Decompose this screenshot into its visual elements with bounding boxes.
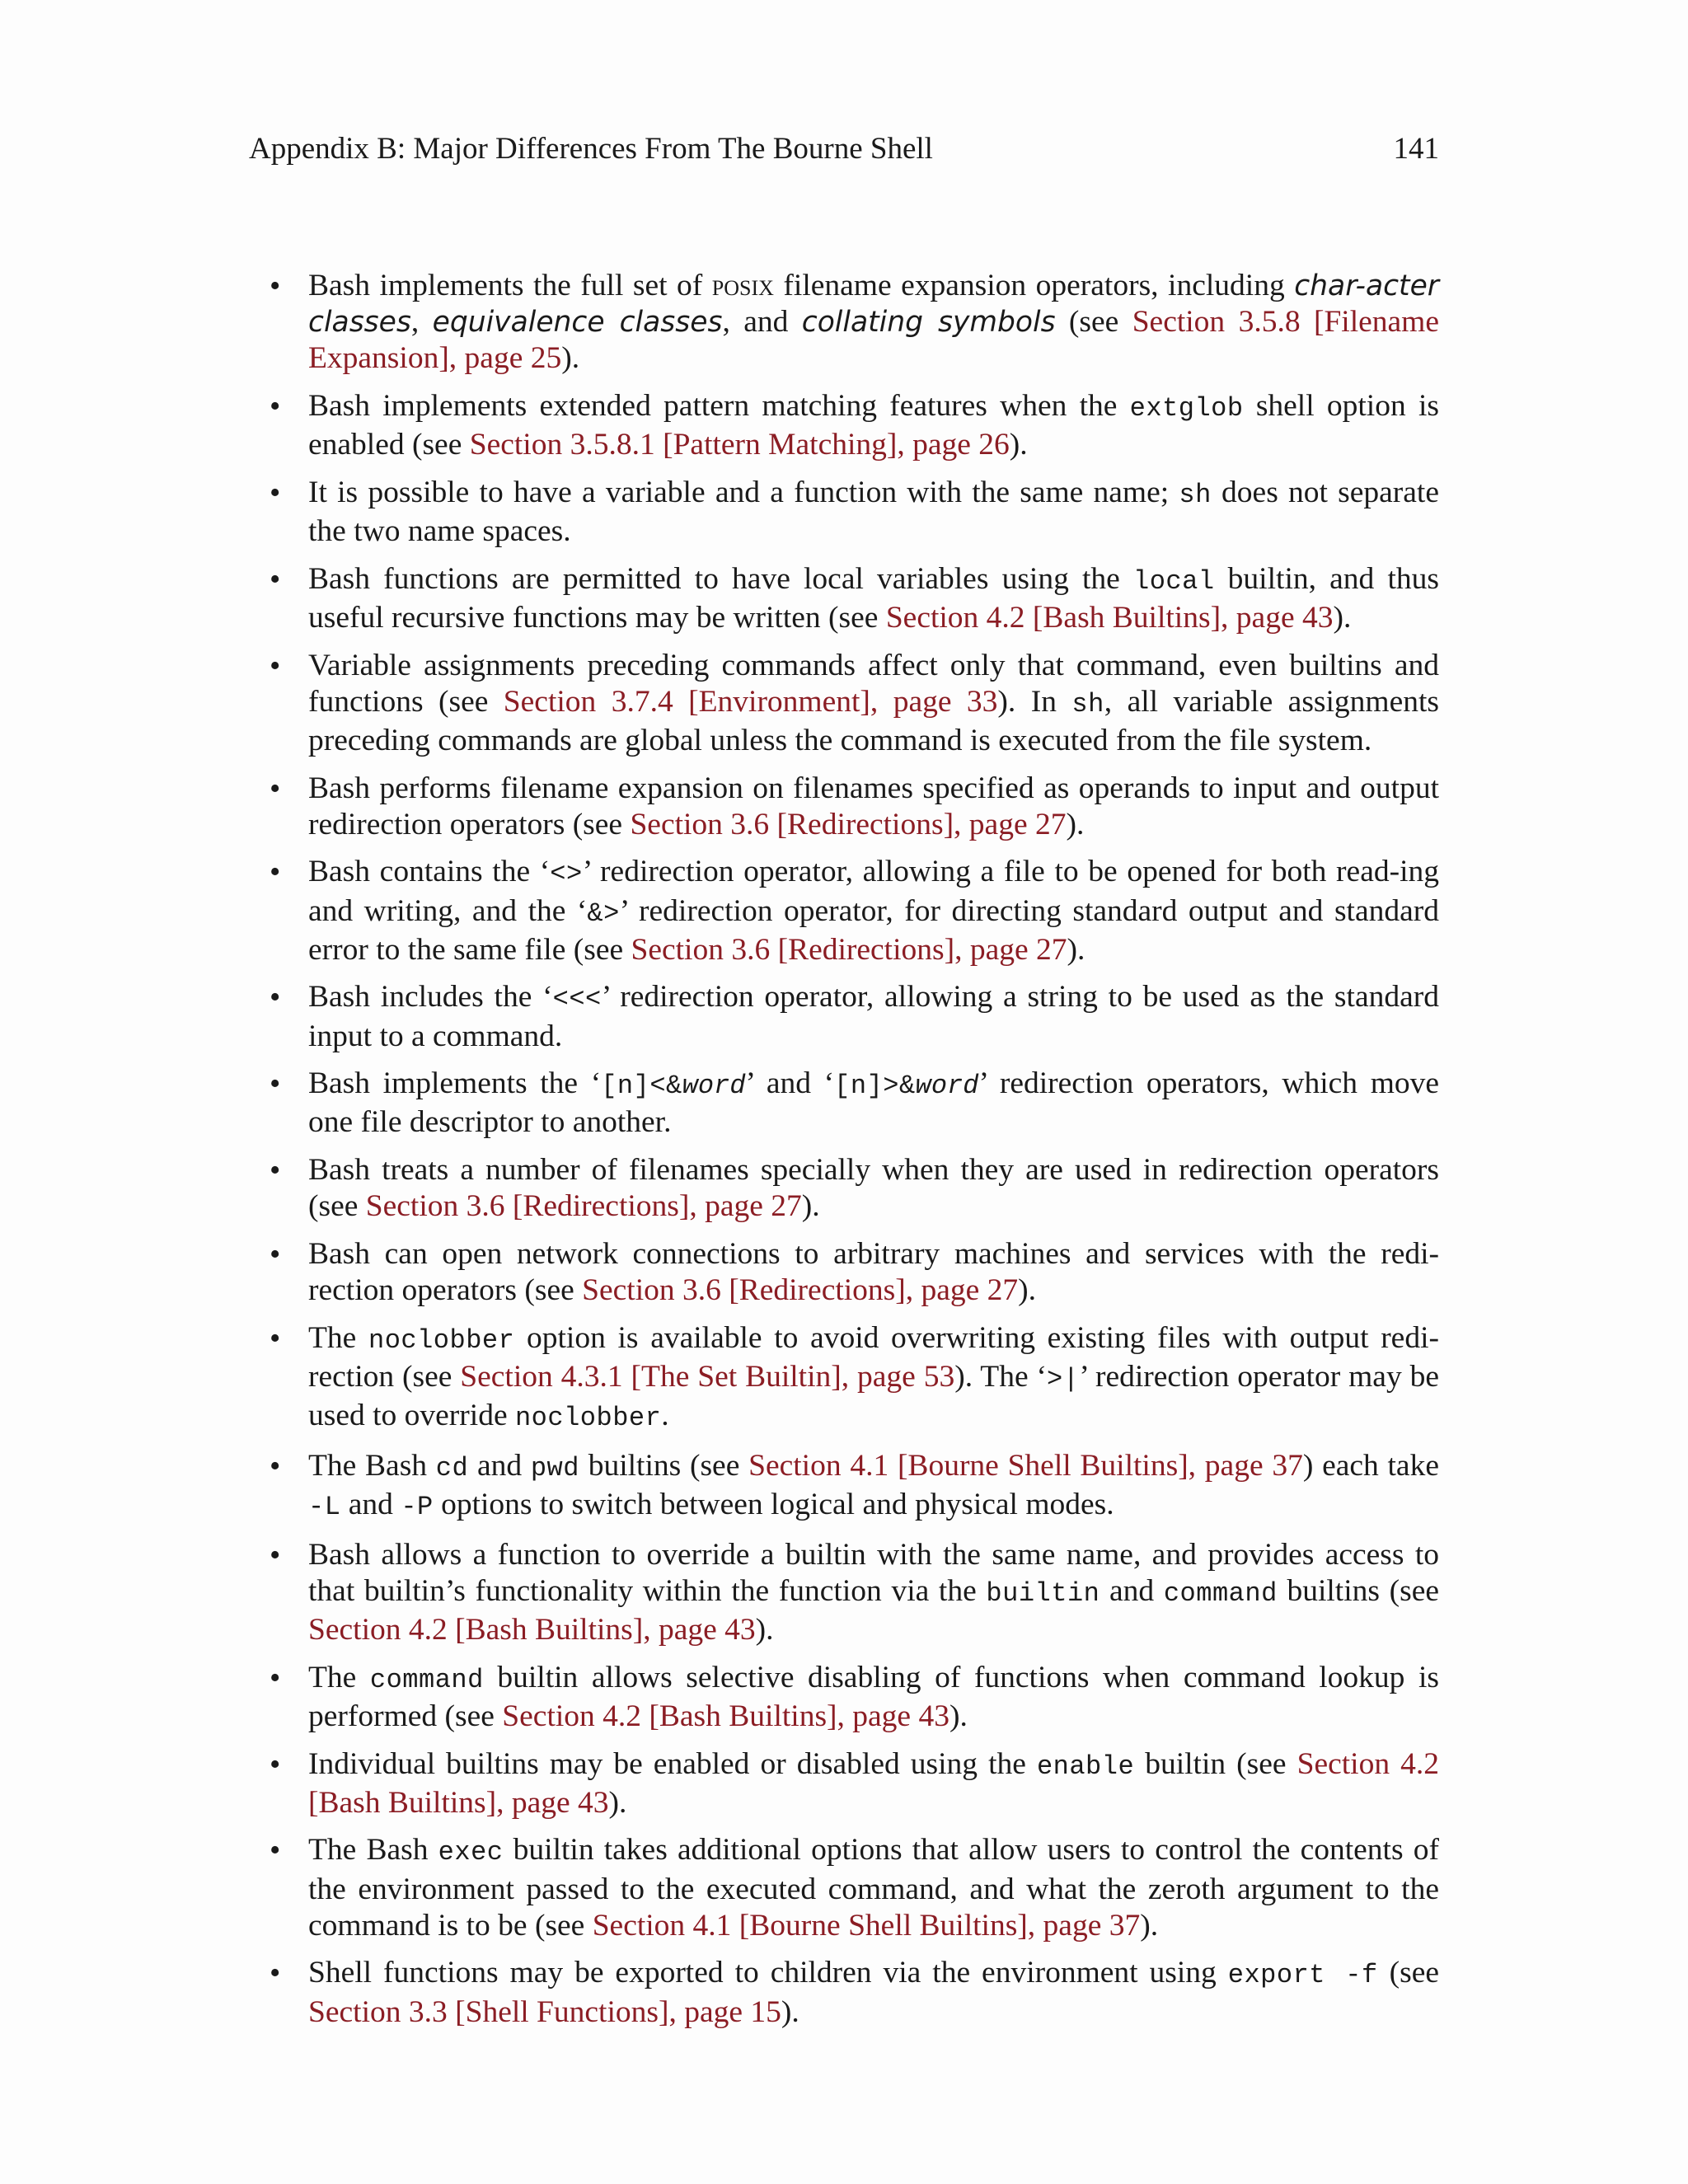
list-item	[268, 1448, 1439, 1526]
list-item	[268, 1066, 1439, 1141]
body-text: Bash can open network connections to arbitrary machines and services with the redi-rection operators (see	[308, 1237, 1439, 1308]
inline-code: cd	[435, 1452, 469, 1483]
body-text: .	[661, 1399, 669, 1433]
cross-reference-link[interactable]: Section 4.1 [Bourne Shell Builtins], page 37	[748, 1448, 1303, 1483]
body-text: ).	[755, 1612, 774, 1647]
body-text: Shell functions may be exported to children via the environment using	[308, 1956, 1228, 1990]
body-text: ). In	[997, 684, 1072, 719]
body-text: ).	[561, 341, 580, 376]
list-item	[268, 475, 1439, 550]
body-text: ).	[608, 1785, 627, 1820]
list-item	[268, 854, 1439, 968]
cross-reference-link[interactable]: Section 3.5.8 [Filename Expansion], page 25	[308, 305, 1439, 376]
body-text: ). The ‘	[954, 1360, 1047, 1394]
body-text: The Bash	[308, 1448, 436, 1483]
body-text: Bash performs filename expansion on filenames specified as operands to input and output redirection operators (see	[308, 771, 1439, 841]
emphasized-term: char-acter classes	[308, 269, 1439, 340]
list-item	[268, 268, 1439, 377]
list-item	[268, 1320, 1439, 1436]
body-text: builtin allows selective disabling of functions when command lookup is performed (see	[308, 1660, 1439, 1733]
body-text: builtins (see	[579, 1448, 749, 1483]
inline-code: exec	[438, 1837, 504, 1868]
cross-reference-link[interactable]: Section 4.2 [Bash Builtins], page 43	[308, 1612, 756, 1647]
body-text: ).	[1009, 428, 1028, 462]
body-text: ).	[1333, 600, 1352, 635]
body-text: ) each take	[1302, 1448, 1439, 1483]
body-text: ’ redirection operator, for directing standard output and standard error to the same file (see	[308, 893, 1439, 967]
body-text: Bash implements extended pattern matching features when the	[308, 388, 1130, 423]
page-number: 141	[1393, 132, 1439, 166]
body-text: builtins (see	[1277, 1573, 1439, 1608]
body-text: , all variable assignments preceding commands are global unless the command is executed from the file system.	[308, 684, 1439, 757]
emphasized-term: equivalence classes	[432, 306, 723, 340]
running-header	[249, 130, 1439, 168]
cross-reference-link[interactable]: Section 4.3.1 [The Set Builtin], page 53	[460, 1360, 955, 1394]
inline-code: noclobber	[368, 1324, 515, 1356]
body-text: and	[340, 1487, 401, 1521]
body-text: Variable assignments preceding commands affect only that command, even builtins and functions (see	[308, 648, 1439, 719]
cross-reference-link[interactable]: Section 3.6 [Redirections], page 27	[365, 1189, 802, 1224]
inline-code: noclobber	[514, 1403, 662, 1434]
list-item	[268, 1746, 1439, 1821]
inline-code: sh	[1071, 688, 1104, 719]
inline-code: &>	[587, 898, 620, 929]
inline-code: pwd	[530, 1452, 579, 1483]
body-text: ).	[1067, 932, 1085, 967]
body-text: ).	[949, 1699, 968, 1733]
list-item	[268, 1660, 1439, 1735]
body-text: ).	[1140, 1908, 1159, 1943]
inline-code: -L	[308, 1491, 341, 1522]
cross-reference-link[interactable]: Section 3.3 [Shell Functions], page 15	[308, 1994, 781, 2029]
inline-code: export -f	[1227, 1960, 1378, 1991]
body-text: (see	[1377, 1956, 1440, 1990]
body-text: and	[468, 1448, 531, 1483]
body-text: options to switch between logical and physical modes.	[433, 1487, 1114, 1521]
body-text: ’ redirection operator, allowing a string to be used as the standard input to a command.	[308, 980, 1439, 1053]
chapter-title: Appendix B: Major Differences From The Bourne Shell	[249, 132, 933, 166]
list-item	[268, 1832, 1439, 1943]
body-text: ).	[1066, 807, 1085, 841]
list-item	[268, 1152, 1439, 1225]
body-text: Bash treats a number of filenames specially when they are used in redirection operators (see	[308, 1153, 1439, 1224]
body-text: ).	[781, 1994, 799, 2029]
inline-code: <>	[550, 859, 583, 890]
inline-code: -P	[401, 1491, 434, 1522]
body-text: ’ redirection operator may be used to override	[308, 1360, 1439, 1433]
body-text: , and	[722, 305, 802, 340]
body-text: Bash functions are permitted to have local variables using the	[308, 561, 1133, 596]
body-text: Bash includes the ‘	[308, 980, 553, 1015]
inline-code: builtin	[986, 1577, 1100, 1609]
inline-code: [n]<&	[601, 1071, 682, 1102]
body-text: ’ redirection operators, which move one file descriptor to another.	[308, 1066, 1440, 1140]
inline-code-metavar: word	[682, 1071, 746, 1102]
inline-code: >|	[1046, 1364, 1080, 1394]
body-text: builtin (see	[1134, 1746, 1297, 1781]
body-text: builtin takes additional options that allow users to control the contents of the environment passed to the executed command, and what the zeroth argument to the command is to be (see	[308, 1833, 1439, 1943]
list-item	[268, 771, 1439, 843]
body-text: ,	[410, 305, 433, 340]
inline-code: <<<	[552, 984, 602, 1015]
list-item	[268, 1955, 1439, 2030]
body-text: Individual builtins may be enabled or disabled using the	[308, 1746, 1037, 1781]
cross-reference-link[interactable]: Section 3.5.8.1 [Pattern Matching], page 26	[469, 428, 1010, 462]
cross-reference-link[interactable]: Section 3.7.4 [Environment], page 33	[503, 684, 998, 719]
body-text: The	[308, 1320, 368, 1355]
body-text: (see	[1055, 305, 1132, 340]
inline-code: sh	[1179, 479, 1212, 510]
list-item	[268, 1537, 1439, 1648]
body-text: Bash implements the full set of	[308, 269, 712, 302]
cross-reference-link[interactable]: Section 4.2 [Bash Builtins], page 43	[502, 1699, 950, 1733]
body-text: ).	[801, 1189, 820, 1224]
body-text: option is available to avoid overwriting existing files with output redi-rection (see	[308, 1320, 1439, 1394]
body-text: It is possible to have a variable and a function with the same name;	[308, 475, 1179, 509]
body-text: The Bash	[308, 1833, 438, 1868]
body-text: filename expansion operators, including	[773, 269, 1295, 302]
inline-code: extglob	[1129, 392, 1244, 424]
body-text: does not separate the two name spaces.	[308, 475, 1439, 548]
body-text: ’ redirection operator, allowing a file to be opened for both read-ing and writing, and the ‘	[308, 855, 1439, 928]
cross-reference-link[interactable]: Section 4.2 [Bash Builtins], page 43	[885, 600, 1334, 635]
list-item	[268, 561, 1439, 636]
body-text: builtin, and thus useful recursive functions may be written (see	[308, 561, 1439, 635]
cross-reference-link[interactable]: Section 3.6 [Redirections], page 27	[630, 807, 1067, 841]
body-text: and	[1100, 1573, 1164, 1608]
body-text: ’ and ‘	[745, 1066, 835, 1101]
body-text: Bash allows a function to override a builtin with the same name, and provides access to that builtin’s functionality within the function via the	[308, 1537, 1439, 1608]
inline-code: command	[369, 1664, 484, 1695]
inline-code: enable	[1036, 1750, 1135, 1782]
inline-code: [n]>&	[834, 1071, 916, 1102]
emphasized-term: collating symbols	[801, 306, 1056, 340]
body-text: Bash contains the ‘	[308, 855, 551, 889]
body-text: shell option is enabled (see	[308, 388, 1439, 462]
cross-reference-link[interactable]: Section 3.6 [Redirections], page 27	[582, 1273, 1019, 1308]
cross-reference-link[interactable]: Section 3.6 [Redirections], page 27	[631, 932, 1067, 967]
body-text: Bash implements the ‘	[308, 1066, 602, 1101]
differences-list	[268, 268, 1439, 2041]
inline-code: local	[1133, 565, 1215, 597]
list-item	[268, 1236, 1439, 1309]
inline-code: command	[1163, 1577, 1278, 1609]
cross-reference-link[interactable]: Section 4.1 [Bourne Shell Builtins], page 37	[592, 1908, 1141, 1943]
list-item	[268, 648, 1439, 759]
list-item	[268, 388, 1439, 463]
small-caps-term: posix	[711, 269, 774, 302]
body-text: The	[308, 1660, 370, 1694]
cross-reference-link[interactable]: Section 4.2 [Bash Builtins], page 43	[308, 1746, 1440, 1820]
inline-code-metavar: word	[915, 1071, 979, 1102]
body-text: ).	[1018, 1273, 1037, 1308]
list-item	[268, 979, 1439, 1054]
